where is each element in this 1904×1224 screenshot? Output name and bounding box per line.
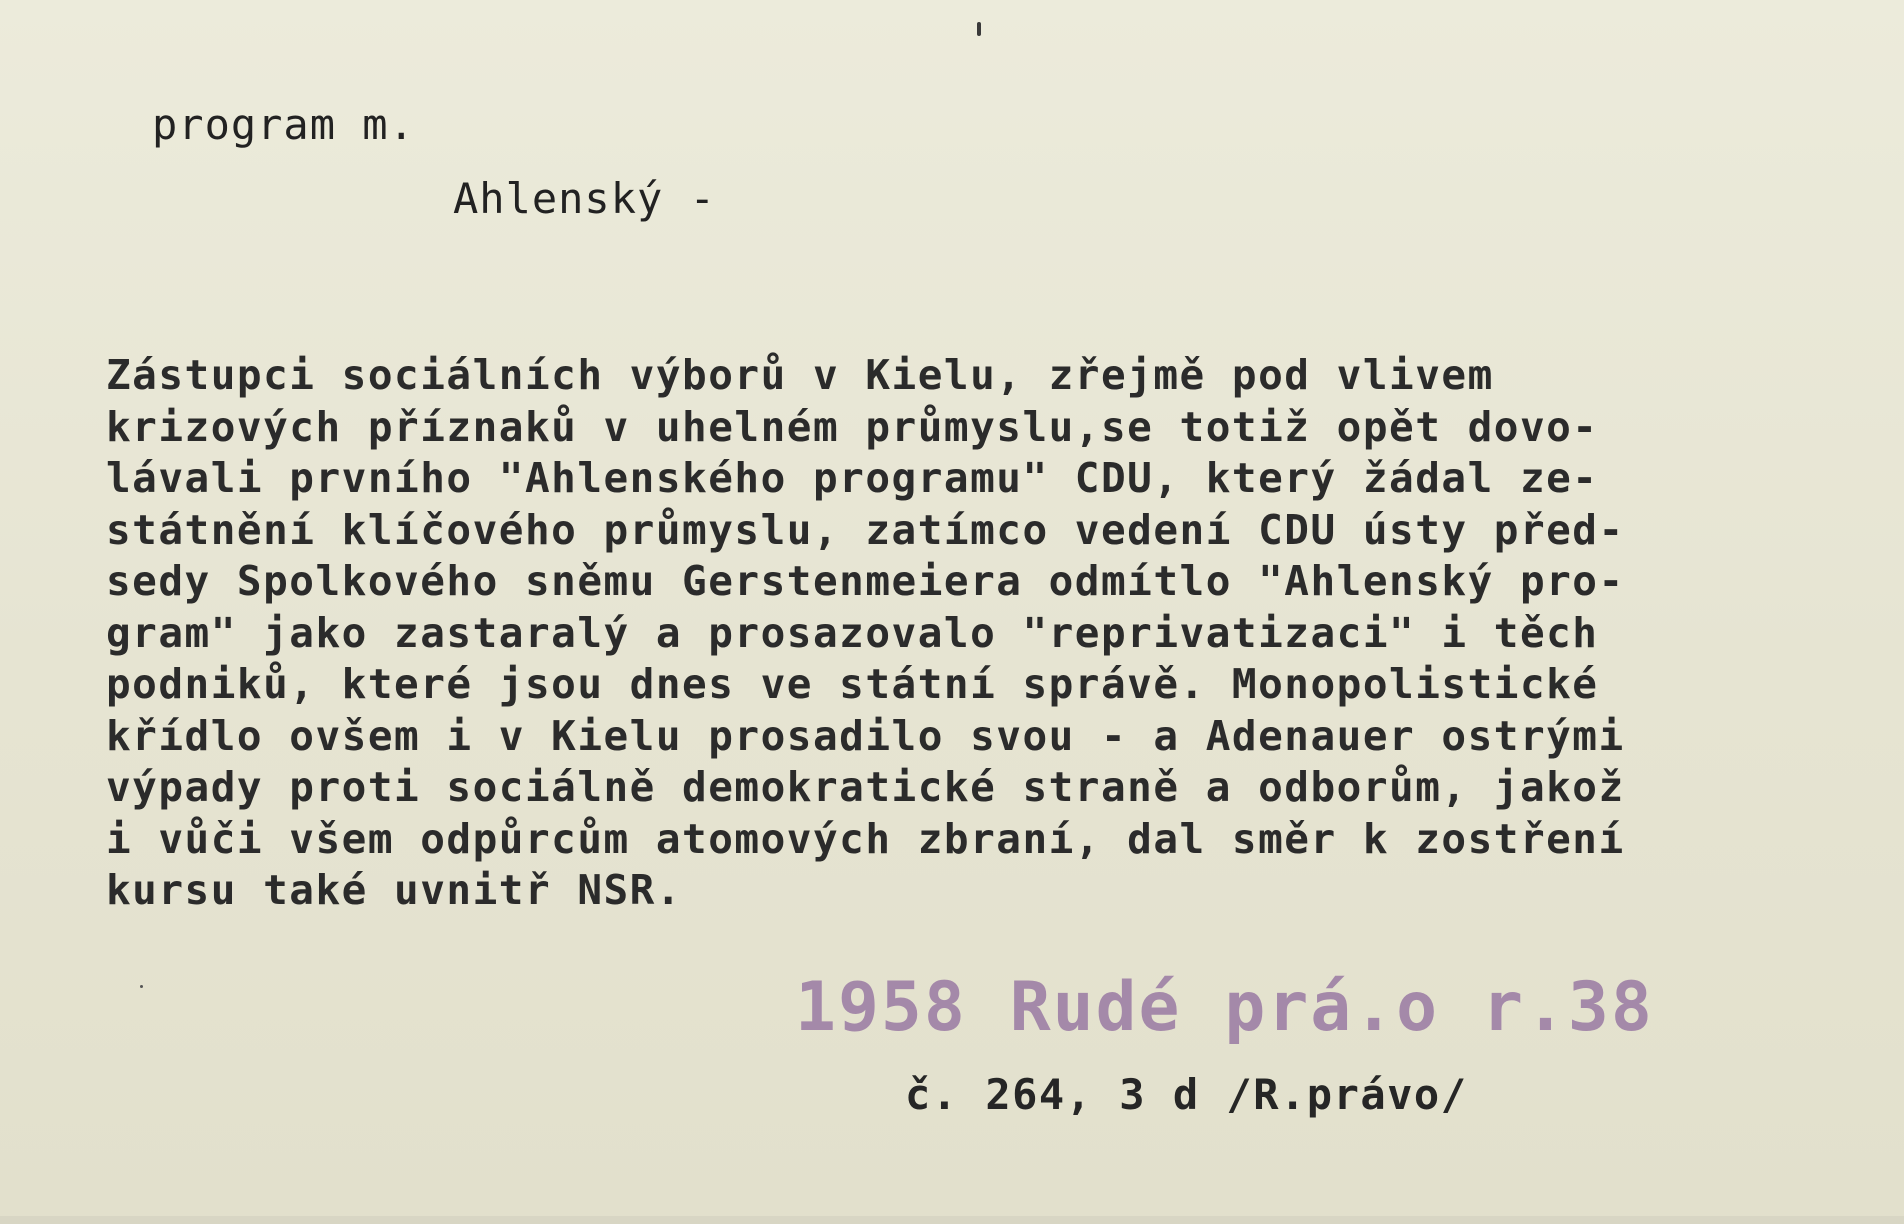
body-line: kursu také uvnitř NSR. [106, 866, 683, 914]
date-stamp: 1958 Rudé prá.o r.38 [795, 968, 1654, 1047]
body-line: podniků, které jsou dnes ve státní správě. Monopolistické [106, 660, 1599, 708]
body-line: výpady proti sociálně demokratické straně a odborům, jakož [106, 763, 1625, 811]
body-line: křídlo ovšem i v Kielu prosadilo svou - a Adenauer ostrými [106, 711, 1625, 760]
body-line: lávali prvního "Ahlenského programu" CDU, který žádal ze- [106, 454, 1599, 502]
ink-mark [977, 22, 981, 36]
heading-line-1: program m. [152, 100, 415, 149]
body-line: i vůči všem odpůrcům atomových zbraní, dal směr k zostření [106, 814, 1625, 863]
card-edge [0, 1216, 1904, 1224]
dust-speck [140, 985, 143, 988]
body-line: krizových příznaků v uhelném průmyslu,se totiž opět dovo- [106, 402, 1599, 451]
body-line: státnění klíčového průmyslu, zatímco vedení CDU ústy před- [106, 505, 1625, 554]
body-line: Zástupci sociálních výborů v Kielu, zřejmě pod vlivem [106, 351, 1494, 399]
body-line: sedy Spolkového sněmu Gerstenmeiera odmítlo "Ahlenský pro- [106, 557, 1625, 605]
body-line: gram" jako zastaralý a prosazovalo "reprivatizaci" i těch [106, 608, 1599, 657]
body-paragraph [106, 350, 1886, 917]
heading-line-2: Ahlenský - [453, 174, 716, 223]
source-reference: č. 264, 3 d /R.právo/ [905, 1070, 1468, 1119]
